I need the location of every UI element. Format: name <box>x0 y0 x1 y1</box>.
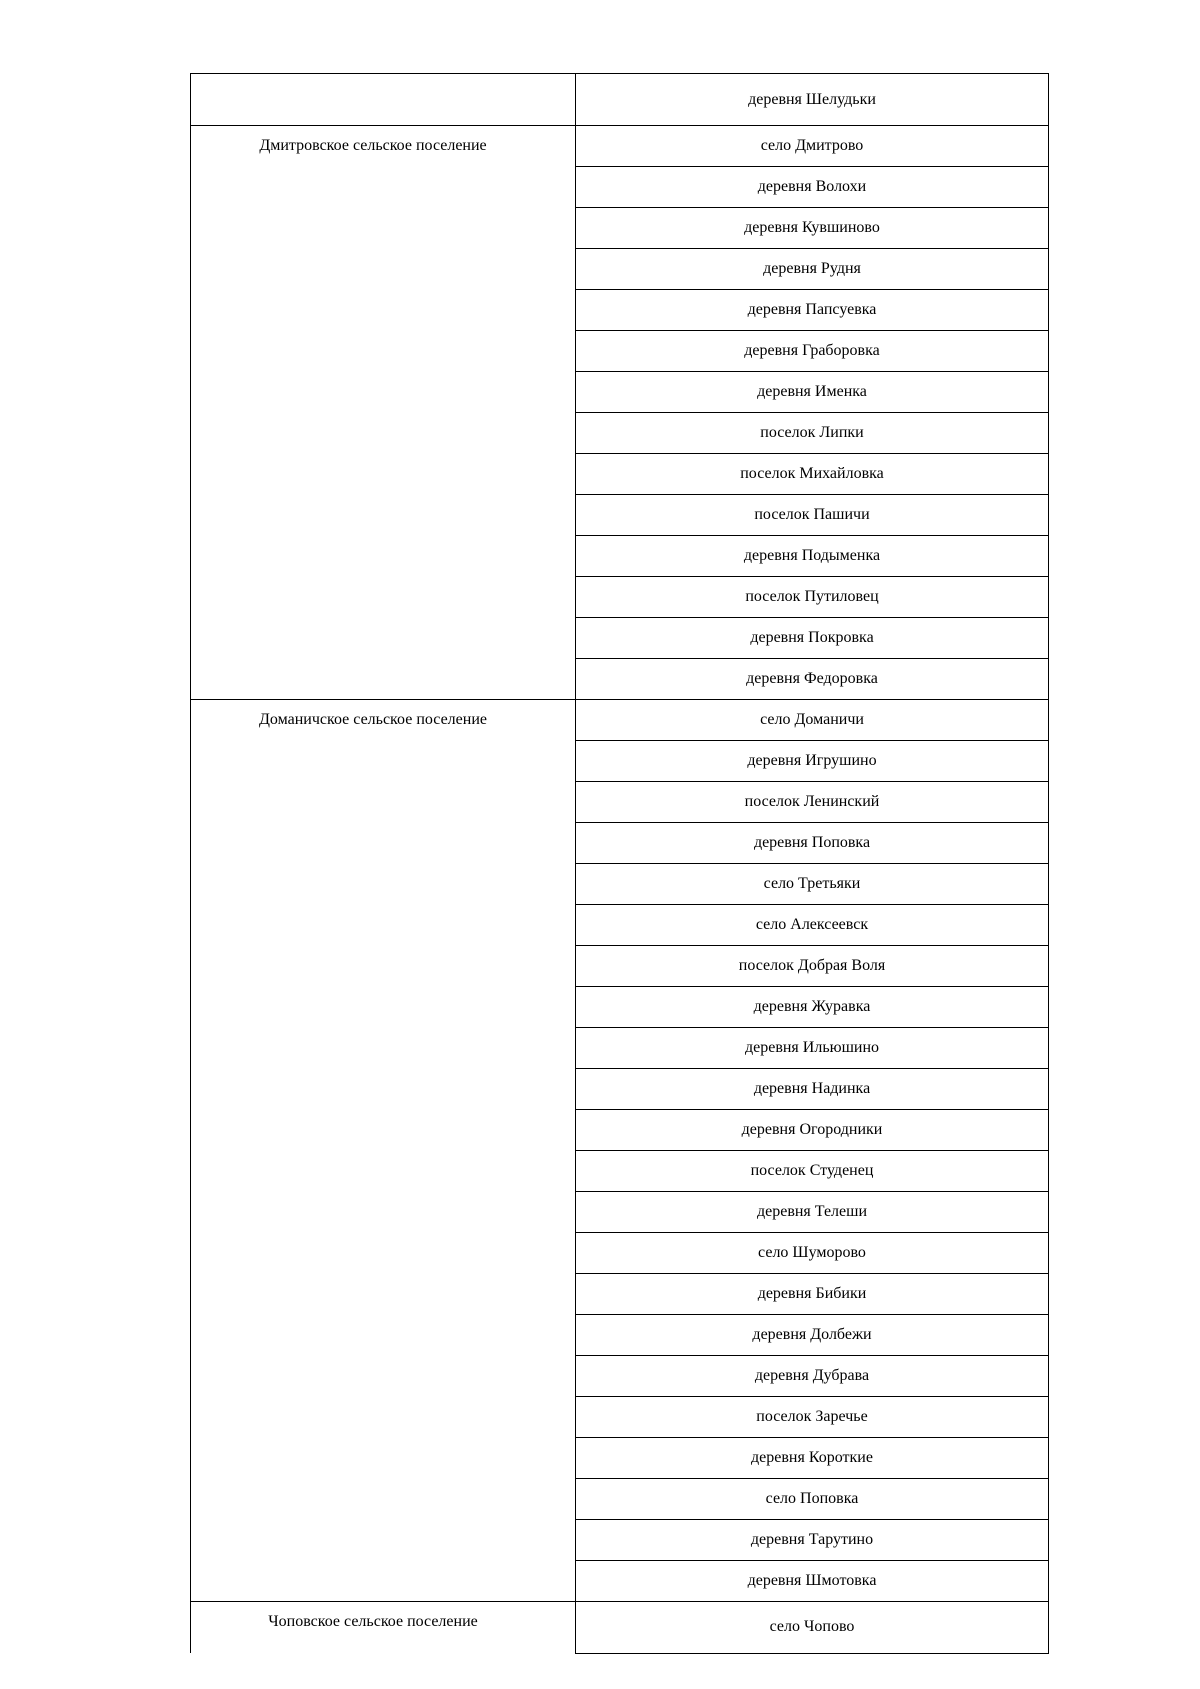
settlement-place-cell: деревня Рудня <box>576 249 1049 290</box>
settlement-place-cell: поселок Заречье <box>576 1397 1049 1438</box>
settlements-table-body <box>191 74 1049 1654</box>
table-row <box>191 126 1049 167</box>
settlement-place-cell: деревня Кувшиново <box>576 208 1049 249</box>
settlement-place-cell: деревня Короткие <box>576 1438 1049 1479</box>
settlement-place-cell: деревня Шелудьки <box>576 74 1049 126</box>
settlement-place-cell: деревня Папсуевка <box>576 290 1049 331</box>
settlement-place-cell: село Поповка <box>576 1479 1049 1520</box>
settlement-place-cell: деревня Бибики <box>576 1274 1049 1315</box>
settlement-place-cell: деревня Телеши <box>576 1192 1049 1233</box>
settlement-group-cell: Чоповское сельское поселение <box>191 1602 576 1654</box>
table-row <box>191 700 1049 741</box>
settlement-place-cell: поселок Липки <box>576 413 1049 454</box>
settlement-place-cell: село Алексеевск <box>576 905 1049 946</box>
settlement-place-cell: деревня Граборовка <box>576 331 1049 372</box>
settlement-place-cell: деревня Игрушино <box>576 741 1049 782</box>
settlement-place-cell: деревня Шмотовка <box>576 1561 1049 1602</box>
settlement-place-cell: деревня Покровка <box>576 618 1049 659</box>
settlement-place-cell: село Доманичи <box>576 700 1049 741</box>
settlement-place-cell: поселок Путиловец <box>576 577 1049 618</box>
settlement-group-cell <box>191 74 576 126</box>
settlement-place-cell: поселок Михайловка <box>576 454 1049 495</box>
settlement-place-cell: поселок Студенец <box>576 1151 1049 1192</box>
settlement-place-cell: село Дмитрово <box>576 126 1049 167</box>
settlement-place-cell: деревня Поповка <box>576 823 1049 864</box>
settlement-place-cell: деревня Журавка <box>576 987 1049 1028</box>
settlement-place-cell: село Чопово <box>576 1602 1049 1654</box>
settlement-place-cell: село Шуморово <box>576 1233 1049 1274</box>
settlements-table <box>190 73 1049 1654</box>
settlement-place-cell: деревня Ильюшино <box>576 1028 1049 1069</box>
settlement-place-cell: деревня Подыменка <box>576 536 1049 577</box>
settlement-place-cell: деревня Долбежи <box>576 1315 1049 1356</box>
settlement-place-cell: поселок Ленинский <box>576 782 1049 823</box>
table-row <box>191 1602 1049 1654</box>
settlement-group-cell: Дмитровское сельское поселение <box>191 126 576 700</box>
settlement-place-cell: поселок Добрая Воля <box>576 946 1049 987</box>
settlement-place-cell: деревня Надинка <box>576 1069 1049 1110</box>
settlement-place-cell: деревня Тарутино <box>576 1520 1049 1561</box>
settlement-place-cell: село Третьяки <box>576 864 1049 905</box>
settlement-place-cell: деревня Огородники <box>576 1110 1049 1151</box>
settlement-place-cell: деревня Федоровка <box>576 659 1049 700</box>
settlement-group-cell: Доманичское сельское поселение <box>191 700 576 1602</box>
settlement-place-cell: деревня Именка <box>576 372 1049 413</box>
settlement-place-cell: деревня Дубрава <box>576 1356 1049 1397</box>
table-row <box>191 74 1049 126</box>
settlement-place-cell: поселок Пашичи <box>576 495 1049 536</box>
settlement-place-cell: деревня Волохи <box>576 167 1049 208</box>
